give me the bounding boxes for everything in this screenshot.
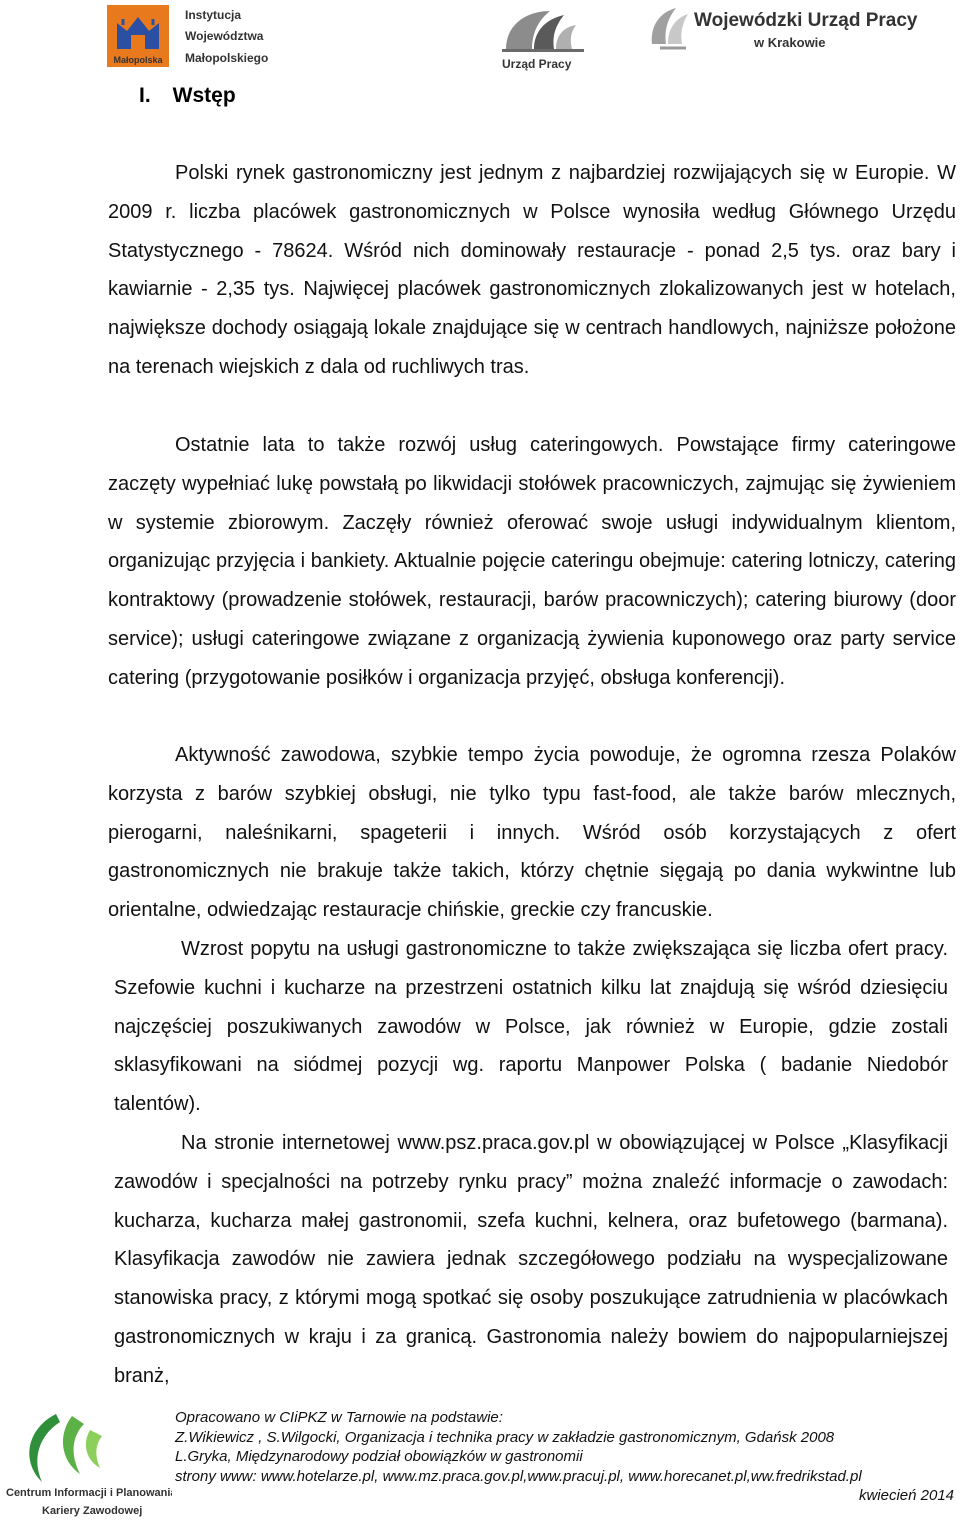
- footer-source-2: L.Gryka, Międzynarodowy podział obowiązków w gastronomii: [175, 1448, 583, 1465]
- paragraph-fast-food: Aktywność zawodowa, szybkie tempo życia powoduje, że ogromna rzesza Polaków korzysta z barów szybkiej obsługi, nie tylko typu fast-food, ale także barów mlecznych, pierogarni, naleśnikarni, spageterii i innych. Wśród osób korzystających z ofert gastronomicznych nie brakuje także takich, którzy chętnie sięgają po dania wykwintne lub orientalne, odwiedzając restauracje chińskie, greckie czy francuskie.: [108, 744, 956, 922]
- paragraph-catering: Ostatnie lata to także rozwój usług cateringowych. Powstające firmy cateringowe zaczęty wypełniać lukę powstałą po likwidacji stołówek pracowniczych, zajmując się żywieniem w systemie zbiorowym. Zaczęły również oferować swoje usługi indywidualnym klientom, organizując przyjęcia i bankiety. Aktualnie pojęcie cateringu obejmuje: catering lotniczy, catering kontraktowy (prowadzenie stołówek, restauracji, barów pracowniczych); catering biurowy (door service); usługi cateringowe związane z organizacją żywienia kuponowego oraz party service catering (przygotowanie posiłków i organizacja przyjęć, obsługa konferencji).: [108, 434, 956, 689]
- footer-date: kwiecień 2014: [858, 1487, 954, 1504]
- cip-logo-line-2: Kariery Zawodowej: [42, 1505, 143, 1517]
- cip-logo-line-1: Centrum Informacji i Planowania: [6, 1487, 172, 1499]
- paragraph-classification: Na stronie internetowej www.psz.praca.gov.pl w obowiązującej w Polsce „Klasyfikacji zawodów i specjalności na potrzeby rynku pracy” można znaleźć informacje o zawodach: kucharza, kucharza małej gastronomii, szefa kuchni, kelnera, oraz bufetowego (barmana). Klasyfikacja zawodów nie zawiera jednak szczegółowego podziału na wyspecjalizowane stanowiska pracy, z którymi mogą spotkać się osoby poszukujące zatrudnienia w placówkach gastronomicznych w kraju i za granicą. Gastronomia należy bowiem do najpopularniejszej branż,: [114, 1132, 948, 1387]
- section-heading: [139, 84, 236, 108]
- footer-sources: [175, 1408, 956, 1506]
- wup-logo-icon: [646, 4, 950, 56]
- malopolska-line-2: Województwa: [185, 29, 264, 43]
- section-title: Wstęp: [172, 84, 236, 107]
- section-number: I.: [139, 84, 151, 107]
- paragraph-job-demand: Wzrost popytu na usługi gastronomiczne to także zwiększająca się liczba ofert pracy. Szefowie kuchni i kucharze na przestrzeni ostatnich kilku lat znajdują się wśród dziesięciu najczęściej poszukiwanych zawodów w Polsce, jak również w Europie, gdzie zostali sklasyfikowani na siódmej pozycji wg. raportu Manpower Polska ( badanie Niedobór talentów).: [114, 938, 948, 1116]
- urzad-pracy-logo: [498, 5, 638, 71]
- wup-logo-title: Wojewódzki Urząd Pracy: [694, 10, 918, 31]
- malopolska-line-1: Instytucja: [185, 8, 242, 22]
- malopolska-logo-icon: [107, 5, 285, 71]
- paragraph-market-overview: Polski rynek gastronomiczny jest jednym z najbardziej rozwijających się w Europie. W 2009 r. liczba placówek gastronomicznych w Polsce wynosiła według Głównego Urzędu Statystycznego - 78624. Wśród nich dominowały restauracje - ponad 2,5 tys. oraz bary i kawiarnie - 2,35 tys. Najwięcej placówek gastronomicznych zlokalizowanych jest w hotelach, największe dochody osiągają lokale znajdujące się w centrach handlowych, najniższe położone na terenach wiejskich z dala od ruchliwych tras.: [108, 162, 956, 378]
- urzad-pracy-logo-text: Urząd Pracy: [502, 57, 572, 71]
- malopolska-logo: [107, 5, 285, 71]
- footer-source-intro: Opracowano w CIiPKZ w Tarnowie na podstawie:: [175, 1409, 503, 1426]
- footer-source-1: Z.Wikiewicz , S.Wilgocki, Organizacja i technika pracy w zakładzie gastronomicznym, Gdańsk 2008: [175, 1428, 835, 1446]
- footer-source-websites: strony www: www.hotelarze.pl, www.mz.praca.gov.pl,www.pracuj.pl, www.horecanet.pl,ww.fredrikstad.pl: [175, 1467, 862, 1485]
- wup-logo-subtitle: w Krakowie: [754, 35, 826, 50]
- wup-logo: [646, 4, 950, 56]
- cip-logo: [2, 1408, 172, 1520]
- malopolska-emblem-text: Małopolska: [113, 55, 163, 65]
- cip-logo-icon: [2, 1408, 172, 1520]
- urzad-pracy-logo-icon: [498, 5, 638, 71]
- malopolska-line-3: Małopolskiego: [185, 51, 269, 65]
